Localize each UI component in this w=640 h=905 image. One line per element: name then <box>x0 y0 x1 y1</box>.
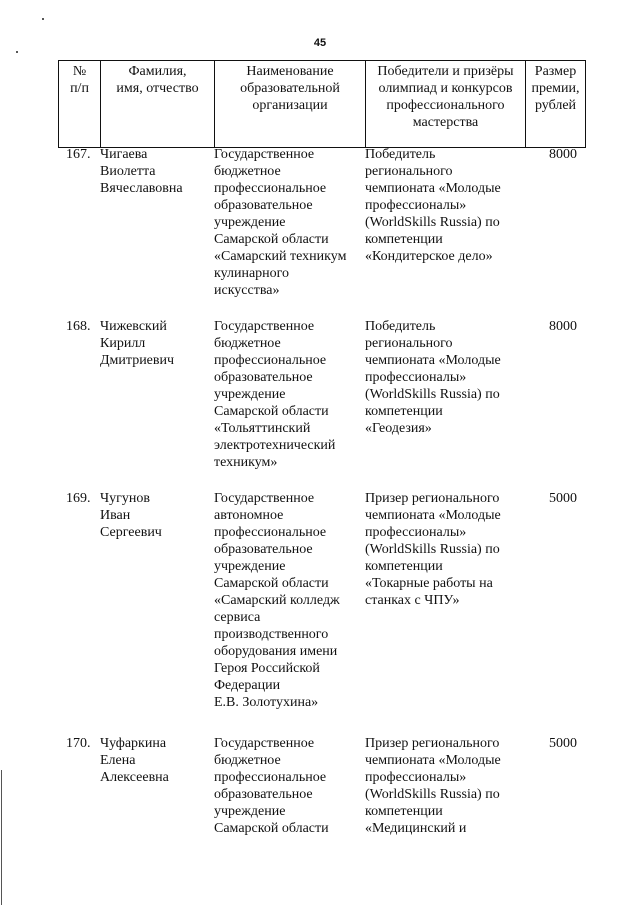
row-number: 170. <box>66 736 91 751</box>
header-achievement <box>366 61 526 148</box>
row-full-name: Чижевский Кирилл Дмитриевич <box>100 319 175 368</box>
row-organization: Государственное бюджетное профессиональное образовательное учреждение Самарской области «Тольяттинский электротехнический техникум» <box>214 319 336 470</box>
row-number: 168. <box>66 319 91 334</box>
row-award-amount: 5000 <box>549 491 577 506</box>
row-achievement: Призер регионального чемпионата «Молодые профессионалы» (WorldSkills Russia) по компетенции «Токарные работы на станках с ЧПУ» <box>365 491 501 608</box>
header-number-text: № п/п <box>70 64 89 96</box>
row-organization: Государственное бюджетное профессиональное образовательное учреждение Самарской области «Самарский техникум кулинарного искусства» <box>214 147 347 298</box>
scan-edge-line <box>1 770 2 905</box>
row-award-amount: 8000 <box>549 147 577 162</box>
header-award-amount <box>526 61 586 148</box>
header-full-name-text: Фамилия, имя, отчество <box>116 64 199 96</box>
scan-speck-1 <box>42 18 44 20</box>
header-organization <box>215 61 366 148</box>
row-organization: Государственное бюджетное профессиональное образовательное учреждение Самарской области <box>214 736 329 836</box>
header-number <box>59 61 101 148</box>
header-organization-text: Наименование образовательной организации <box>240 64 340 113</box>
row-number: 167. <box>66 147 91 162</box>
page-number: 45 <box>313 37 327 49</box>
row-organization: Государственное автономное профессиональное образовательное учреждение Самарской области «Самарский колледж сервиса производственного оборудования имени Героя Российской Федерации Е.В. Золотухина» <box>214 491 340 710</box>
row-achievement: Победитель регионального чемпионата «Молодые профессионалы» (WorldSkills Russia) по компетенции «Геодезия» <box>365 319 501 436</box>
row-achievement: Призер регионального чемпионата «Молодые профессионалы» (WorldSkills Russia) по компетенции «Медицинский и <box>365 736 501 836</box>
row-full-name: Чигаева Виолетта Вячеславовна <box>100 147 183 196</box>
row-full-name: Чуфаркина Елена Алексеевна <box>100 736 169 785</box>
table-header <box>58 60 586 148</box>
header-full-name <box>101 61 215 148</box>
scan-speck-2 <box>16 51 18 53</box>
row-award-amount: 5000 <box>549 736 577 751</box>
row-achievement: Победитель регионального чемпионата «Молодые профессионалы» (WorldSkills Russia) по компетенции «Кондитерское дело» <box>365 147 501 264</box>
row-award-amount: 8000 <box>549 319 577 334</box>
row-number: 169. <box>66 491 91 506</box>
header-award-amount-text: Размер премии, рублей <box>531 64 580 113</box>
row-full-name: Чугунов Иван Сергеевич <box>100 491 162 540</box>
header-achievement-text: Победители и призёры олимпиад и конкурсов профессионального мастерства <box>377 64 514 130</box>
